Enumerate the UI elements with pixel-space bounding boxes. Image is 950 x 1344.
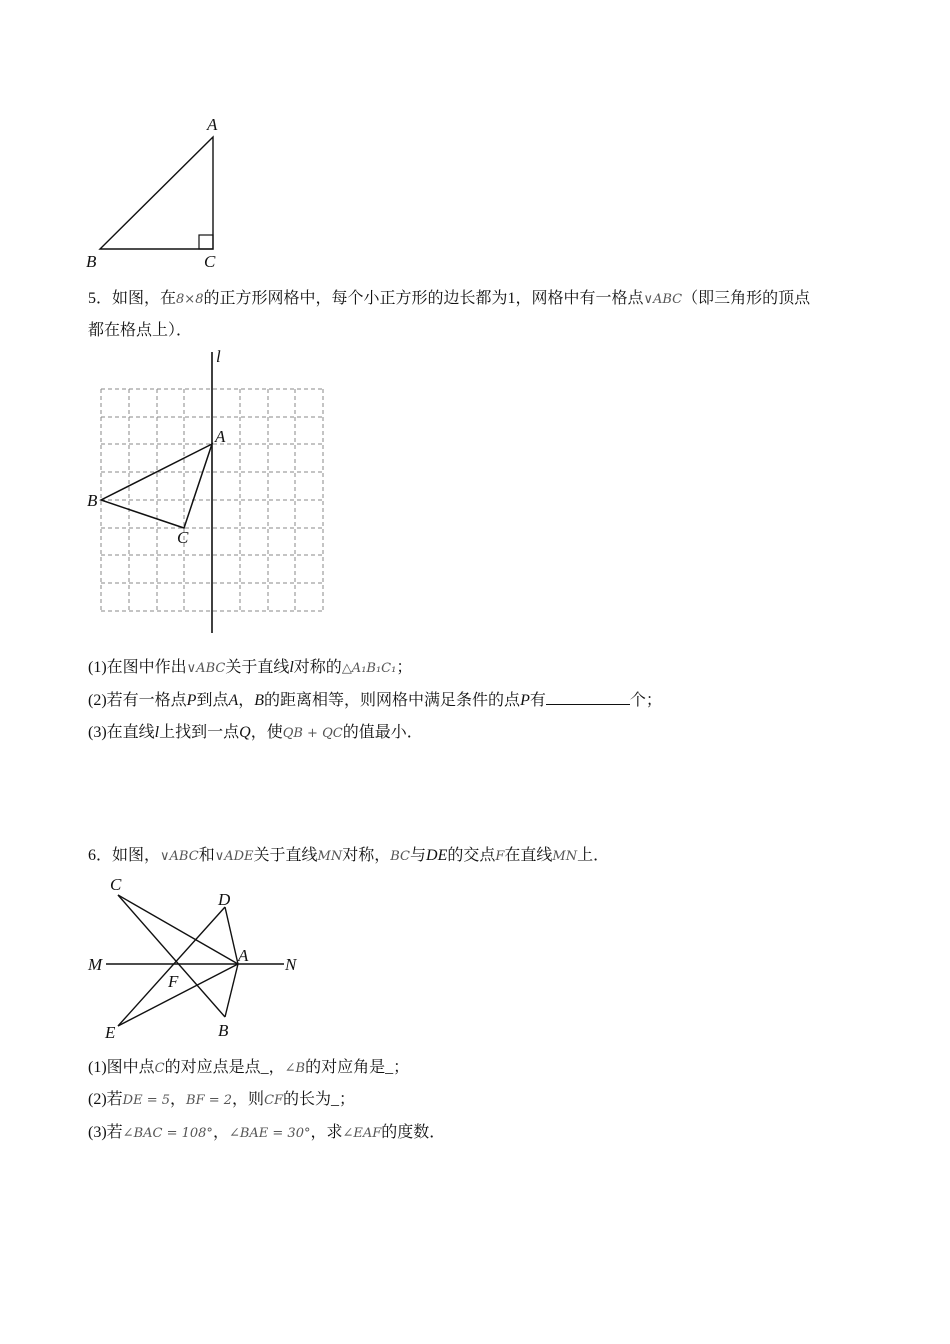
grid-figure <box>80 345 340 640</box>
q5-intro-line2: 都在格点上）． <box>88 322 193 339</box>
q5-intro-line1: 5．如图，在8×8的正方形网格中，每个小正方形的边长都为1，网格中有一格点∨ABC（即三角形的顶点 <box>88 290 811 307</box>
q6-part2: (2)若DE = 5，BF = 2，则CF的长为_； <box>88 1091 356 1108</box>
q6-part1: (1)图中点C的对应点是点_，∠B的对应角是_； <box>88 1059 410 1076</box>
label-n-sym: N <box>285 955 297 974</box>
label-m-sym: M <box>88 955 103 974</box>
label-b: B <box>86 252 97 271</box>
label-a-sym: A <box>238 946 249 965</box>
label-e-sym: E <box>105 1023 116 1042</box>
label-c-sym: C <box>110 875 122 894</box>
triangle-abc <box>100 137 213 249</box>
label-c: C <box>204 252 216 271</box>
label-b-sym: B <box>218 1021 229 1040</box>
right-triangle-figure <box>80 110 240 275</box>
label-d-sym: D <box>218 890 231 909</box>
label-a-grid: A <box>215 427 226 446</box>
q5-part3: (3)在直线l上找到一点Q，使QB + QC的值最小． <box>88 724 423 741</box>
symmetry-figure <box>80 870 320 1045</box>
label-a: A <box>207 115 218 134</box>
q5-part1: (1)在图中作出∨ABC关于直线l对称的△A₁B₁C₁； <box>88 659 413 676</box>
label-f-sym: F <box>168 972 179 991</box>
answer-blank[interactable] <box>546 690 630 705</box>
right-angle-mark <box>199 235 213 249</box>
label-l: l <box>216 347 221 366</box>
label-b-grid: B <box>87 491 98 510</box>
q6-part3: (3)若∠BAC = 108°，∠BAE = 30°，求∠EAF的度数． <box>88 1124 446 1141</box>
q6-intro: 6．如图，∨ABC和∨ADE关于直线MN对称，BC与DE的交点F在直线MN上． <box>88 847 610 864</box>
label-c-grid: C <box>177 528 189 547</box>
triangle-ade-sym <box>118 907 238 1026</box>
q5-part2: (2)若有一格点P到点A，B的距离相等，则网格中满足条件的点P有 个； <box>88 692 662 709</box>
